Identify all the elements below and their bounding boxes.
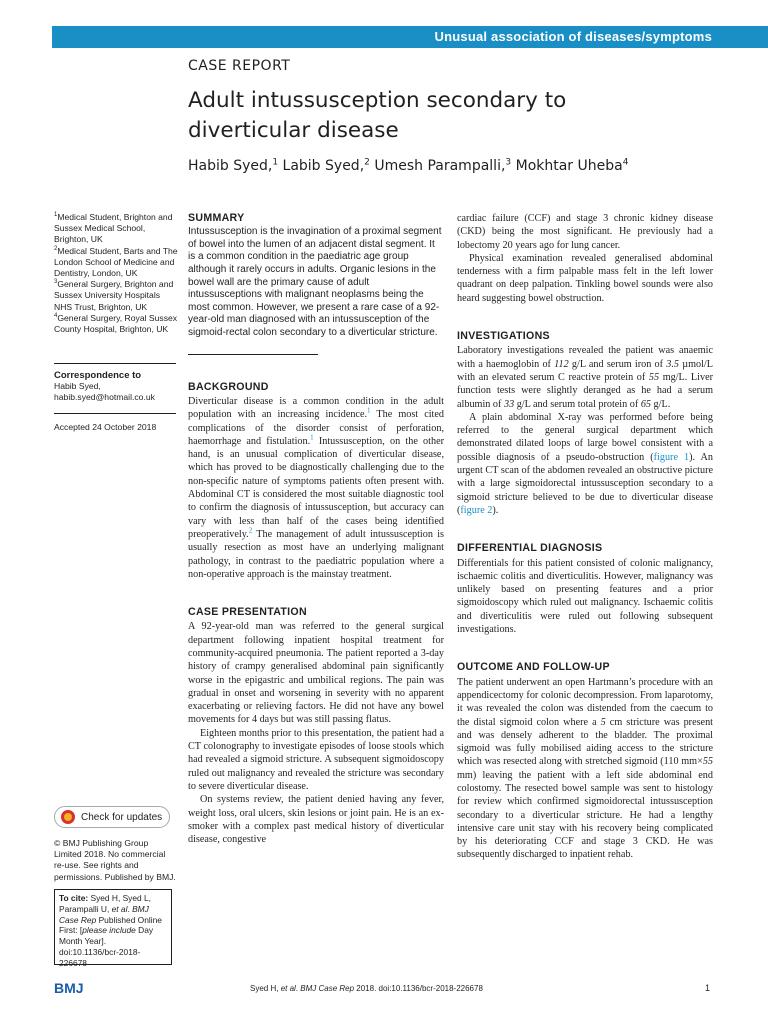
author-affiliation-ref: 3 <box>505 157 512 168</box>
footer-citation: Syed H, et al. BMJ Case Rep 2018. doi:10.1136/bcr-2018-226678 <box>250 984 483 993</box>
correspondence-email[interactable]: habib.syed@hotmail.co.uk <box>54 392 155 403</box>
crossmark-icon <box>61 810 75 824</box>
section-heading: CASE PRESENTATION <box>188 606 307 619</box>
paragraph: On systems review, the patient denied having any fever, weight loss, oral ulcers, skin lesions or joint pain. He is an ex-smoker with a complex past medical history of diverticular disease, congestive <box>188 794 444 846</box>
check-for-updates-button[interactable] <box>54 806 170 828</box>
section-heading: DIFFERENTIAL DIAGNOSIS <box>457 542 603 555</box>
check-for-updates-label: Check for updates <box>81 811 163 823</box>
page-number: 1 <box>705 983 711 993</box>
outcome-section <box>457 661 713 861</box>
paragraph: Laboratory investigations revealed the patient was anaemic with a haemoglobin of 112 g/L and serum iron of 3.5 µmol/L with an elevated serum C reactive protein of 55 mg/L. Liver function tests were slightly deranged as he had a serum albumin of 33 g/L and serum total protein of 65 g/L. <box>457 345 713 410</box>
author-name: Habib Syed, <box>188 158 273 174</box>
figure-link[interactable]: figure 1 <box>653 451 690 463</box>
reference-link[interactable]: 2 <box>248 526 253 535</box>
author-name: Labib Syed, <box>282 158 365 174</box>
investigations-section <box>457 330 713 517</box>
accepted-date: Accepted 24 October 2018 <box>54 422 157 432</box>
divider <box>188 354 318 355</box>
correspondence-name: Habib Syed, <box>54 381 101 392</box>
reference-link[interactable]: 1 <box>310 433 314 442</box>
paragraph: Physical examination revealed generalised abdominal tenderness with a firm palpable mass felt in the left lower quadrant on deep palpation. Tinkling bowel sounds were also heard suggesting bowel obstruction. <box>457 252 713 304</box>
middle-column <box>188 212 444 846</box>
author-name: Umesh Parampalli, <box>374 158 506 174</box>
affiliation: $^2$Medical Student, Barts and The London School of Medicine and Dentistry, London, UK <box>54 245 178 279</box>
author-name: Mokhtar Uheba <box>515 158 623 174</box>
summary-section <box>188 212 444 340</box>
correspondence <box>54 370 178 404</box>
section-heading: OUTCOME AND FOLLOW-UP <box>457 661 610 674</box>
bmj-logo: BMJ <box>54 980 84 996</box>
article-title: Adult intussusception secondary to diverticular disease <box>188 88 567 143</box>
divider <box>54 413 176 414</box>
paragraph: cardiac failure (CCF) and stage 3 chronic kidney disease (CKD) being the most significant. He previously had a lobectomy 20 years ago for lung cancer. <box>457 213 713 251</box>
paragraph: Diverticular disease is a common condition in the adult population with an increasing incidence.$^1$ The most cited complications of the disorder consist of perforation, haemorrhage and fistulation.$^1$ Intussusception, on the other hand, is an unusual complication of diverticular disease, which has proved to be diagnostically challenging due to the non-specific nature of symptoms patients often present with. Abdominal CT is considered the most suitable diagnostic tool to confirm the diagnosis of intussusception, but accuracy can vary with less than half of the cases being identified preoperatively.$^2$ The management of adult intussusception is usually resection as most have an underlying malignant pathology, in contrast to the paediatric population where a non-operative approach is the mainstay treatment. <box>188 395 445 580</box>
reference-link[interactable]: 1 <box>367 406 371 415</box>
paragraph: A plain abdominal X-ray was performed before being referred to the general surgical department which demonstrated dilated loops of large bowel consistent with a possible diagnosis of a pseudo-obstruction (figure 1). An urgent CT scan of the abdomen revealed an obstructive picture with a large sigmoidorectal intussusception secondary to a sigmoid stricture believed to be due to diverticular disease (figure 2). <box>457 411 714 516</box>
background-section <box>188 381 444 581</box>
affiliations <box>54 212 178 335</box>
right-column <box>457 212 713 862</box>
paragraph: A 92-year-old man was referred to the general surgical department following inpatient hospital treatment for community-acquired pneumonia. The patient reported a 3-day history of crampy generalised abdominal pain significantly worse in the epigastric and umbilical regions. The pain was gradual in onset and worsening in severity with no apparent exacerbating or relieving factors. He did not have any bowel movements for 4 days but was still passing flatus. <box>188 621 444 726</box>
section-heading: INVESTIGATIONS <box>457 330 550 343</box>
author-list <box>188 158 628 174</box>
case-presentation-section <box>188 606 444 846</box>
summary-text: Intussusception is the invagination of a proximal segment of bowel into the lumen of an adjacent distal segment. It is a common condition in the paediatric age group although it rarely occurs in adults. Organic lesions in the bowel wall are the primary cause of adult intussusceptions with malignant neoplasms being the most common. However, we present a rare case of a 92-year-old man diagnosed with an intussusception of the sigmoid-rectal colon secondary to a diverticular stricture. <box>188 226 442 339</box>
paragraph: The patient underwent an open Hartmann’s procedure with an appendicectomy for colonic decompression. From laparotomy, it was revealed the colon was distended from the caecum to the distal sigmoid colon where a 5 cm stricture was present and was densely adherent to the bladder. The proximal sigmoid was fully mobilised aiding access to the stricture which was resected along with stretched sigmoid (110 mm×55 mm) leaving the patient with a left side abdominal end colostomy. The resected bowel sample was sent to histology for review which confirmed sigmoidorectal intussusception secondary to a diverticular stricture. He had a lengthy intensive care unit stay with his recovery being complicated by his deteriorating CCF and stage 3 CKD. He was subsequently discharged to inpatient rehab. <box>457 676 714 861</box>
section-banner: Unusual association of diseases/symptoms <box>52 26 768 48</box>
author-affiliation-ref: 4 <box>622 157 629 168</box>
divider <box>54 363 176 364</box>
paragraph: Differentials for this patient consisted of colonic malignancy, ischaemic colitis and diverticulitis. However, malignancy was unlikely based on presenting features and a prior sigmoidoscopy which ruled out malignancy. Ischaemic colitis and diverticulitis were ruled out following subsequent investigations. <box>457 557 713 636</box>
citation-box: To cite: Syed H, Syed L, Parampalli U, et al. BMJ Case Rep Published Online First: [please include Day Month Year]. doi:10.1136/bcr-2018-226678 <box>54 889 172 965</box>
paragraph: Eighteen months prior to this presentation, the patient had a CT colonography to investigate episodes of loose stools which had revealed a sigmoid stricture. A subsequent sigmoidoscopy ruled out malignancy and revealed the stricture was secondary to severe diverticular disease. <box>188 727 444 792</box>
copyright-notice: © BMJ Publishing Group Limited 2018. No commercial re-use. See rights and permissions. Published by BMJ. <box>54 838 176 882</box>
affiliation: $^1$Medical Student, Brighton and Sussex Medical School, Brighton, UK <box>54 212 173 245</box>
author-affiliation-ref: 1 <box>272 157 279 168</box>
article-type: CASE REPORT <box>188 58 291 74</box>
author-affiliation-ref: 2 <box>364 157 370 168</box>
section-heading: SUMMARY <box>188 212 245 224</box>
section-heading: BACKGROUND <box>188 380 269 393</box>
affiliation: $^4$General Surgery, Royal Sussex County Hospital, Brighton, UK <box>54 312 178 335</box>
differential-diagnosis-section <box>457 542 713 636</box>
figure-link[interactable]: figure 2 <box>460 504 493 516</box>
correspondence-heading: Correspondence to <box>54 370 142 381</box>
affiliation: $^3$General Surgery, Brighton and Sussex University Hospitals NHS Trust, Brighton, UK <box>54 279 174 312</box>
